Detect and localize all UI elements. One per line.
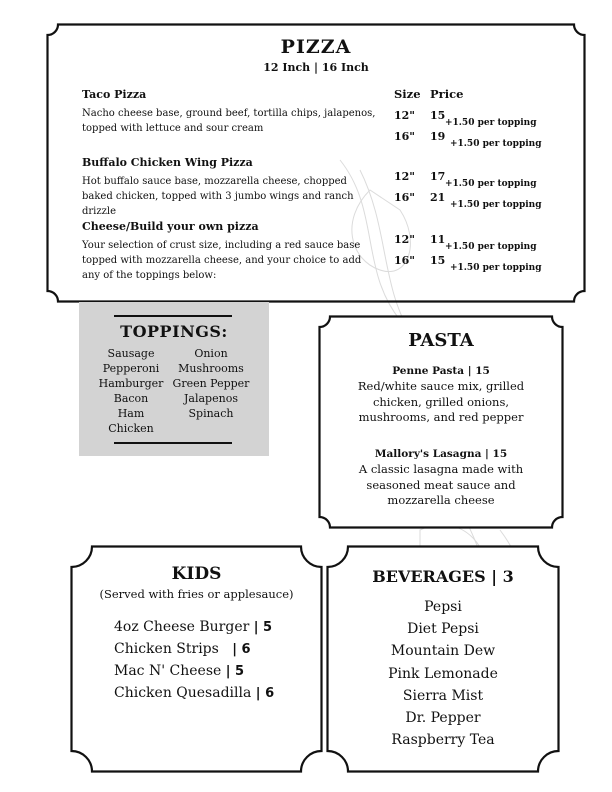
- pizza-extra-small: +1.50 per topping: [445, 242, 537, 252]
- kids-title: KIDS: [171, 564, 222, 584]
- pizza-extra-large: +1.50 per topping: [450, 200, 542, 210]
- topping-item: Onion: [194, 347, 228, 360]
- beverage-item: Dr. Pepper: [405, 710, 481, 727]
- pizza-title: PIZZA: [280, 36, 352, 58]
- kids-item: [114, 641, 251, 657]
- topping-item: Jalapenos: [184, 392, 238, 405]
- beverages-list: [326, 596, 560, 751]
- beverage-item: Diet Pepsi: [407, 621, 479, 638]
- kids-item-price: | 5: [225, 664, 245, 679]
- pizza-size-large: 16": [394, 130, 416, 143]
- kids-item: [114, 685, 274, 701]
- pizza-extra-large: +1.50 per topping: [450, 263, 542, 273]
- pizza-price-large: 15: [430, 254, 446, 267]
- pizza-price-large: 19: [430, 130, 446, 143]
- pasta-item-description: Red/white sauce mix, grilled chicken, grilled onions, mushrooms, and red pepper: [357, 379, 525, 424]
- beverage-item: Pepsi: [424, 599, 462, 615]
- pizza-size-small: 12": [394, 109, 416, 122]
- beverage-item: Mountain Dew: [390, 643, 496, 660]
- pasta-item-name: Mallory's Lasagna | 15: [374, 448, 508, 460]
- toppings-top-rule: [114, 315, 232, 317]
- pizza-item-name: Buffalo Chicken Wing Pizza: [82, 156, 253, 169]
- kids-item-price: | 5: [253, 620, 273, 635]
- size-header: Size: [394, 87, 421, 101]
- price-header: Price: [430, 87, 464, 101]
- topping-item: Hamburger: [98, 377, 164, 390]
- pizza-size-large: 16": [394, 254, 416, 267]
- topping-item: Mushrooms: [178, 362, 244, 375]
- beverages-section: [326, 545, 560, 773]
- pizza-extra-small: +1.50 per topping: [445, 179, 537, 189]
- topping-item: Green Pepper: [172, 377, 250, 390]
- toppings-bottom-rule: [114, 442, 232, 444]
- pizza-item-name: Cheese/Build your own pizza: [82, 220, 259, 233]
- pizza-item-description: Your selection of crust size, including a red sauce base topped with mozzarella cheese, and your choice to add any of the toppings below:: [82, 240, 362, 281]
- topping-item: Bacon: [113, 392, 149, 405]
- pizza-item-description: Nacho cheese base, ground beef, tortilla chips, jalapenos, topped with lettuce and sour cream: [82, 108, 376, 134]
- topping-item: Chicken: [108, 422, 154, 435]
- pizza-subtitle: 12 Inch | 16 Inch: [263, 61, 369, 74]
- topping-item: Spinach: [188, 407, 234, 420]
- kids-item-name: 4oz Cheese Burger: [114, 619, 250, 635]
- topping-item: Ham: [117, 407, 145, 420]
- toppings-right-column: [170, 346, 252, 421]
- toppings-title: TOPPINGS:: [120, 322, 228, 341]
- toppings-section: [79, 302, 269, 456]
- pasta-item-description: A classic lasagna made with seasoned meat sauce and mozzarella cheese: [358, 462, 524, 507]
- beverages-title: BEVERAGES | 3: [372, 567, 514, 586]
- beverage-item: Sierra Mist: [402, 687, 484, 704]
- pizza-price-small: 15: [430, 109, 446, 122]
- pizza-size-large: 16": [394, 191, 416, 204]
- kids-item: [114, 619, 272, 635]
- pizza-extra-large: +1.50 per topping: [450, 139, 542, 149]
- kids-item-name: Mac N' Cheese: [114, 663, 222, 679]
- beverage-item: Pink Lemonade: [388, 665, 498, 682]
- topping-item: Pepperoni: [102, 362, 160, 375]
- toppings-left-column: [93, 346, 169, 436]
- kids-item-name: Chicken Strips: [114, 641, 219, 657]
- pizza-extra-small: +1.50 per topping: [445, 118, 537, 128]
- kids-subtitle: (Served with fries or applesauce): [99, 587, 294, 601]
- pizza-size-small: 12": [394, 233, 416, 246]
- kids-item-name: Chicken Quesadilla: [114, 685, 252, 701]
- pizza-item-description: Hot buffalo sauce base, mozzarella cheese, chopped baked chicken, topped with 3 jumbo wings and ranch drizzle: [82, 176, 354, 217]
- kids-item-price: | 6: [232, 642, 251, 657]
- pasta-section: [318, 315, 564, 529]
- pizza-price-large: 21: [430, 191, 446, 204]
- pasta-item-name: Penne Pasta | 15: [392, 365, 490, 377]
- pizza-section: [46, 23, 586, 303]
- kids-item: [114, 663, 244, 679]
- pizza-size-small: 12": [394, 170, 416, 183]
- kids-section: [70, 545, 323, 773]
- beverage-item: Raspberry Tea: [391, 732, 495, 749]
- kids-item-price: | 6: [255, 686, 275, 701]
- pizza-price-small: 17: [430, 170, 446, 183]
- pizza-price-small: 11: [430, 233, 446, 246]
- topping-item: Sausage: [107, 347, 155, 360]
- pasta-title: PASTA: [408, 330, 474, 351]
- pizza-item-name: Taco Pizza: [82, 88, 147, 101]
